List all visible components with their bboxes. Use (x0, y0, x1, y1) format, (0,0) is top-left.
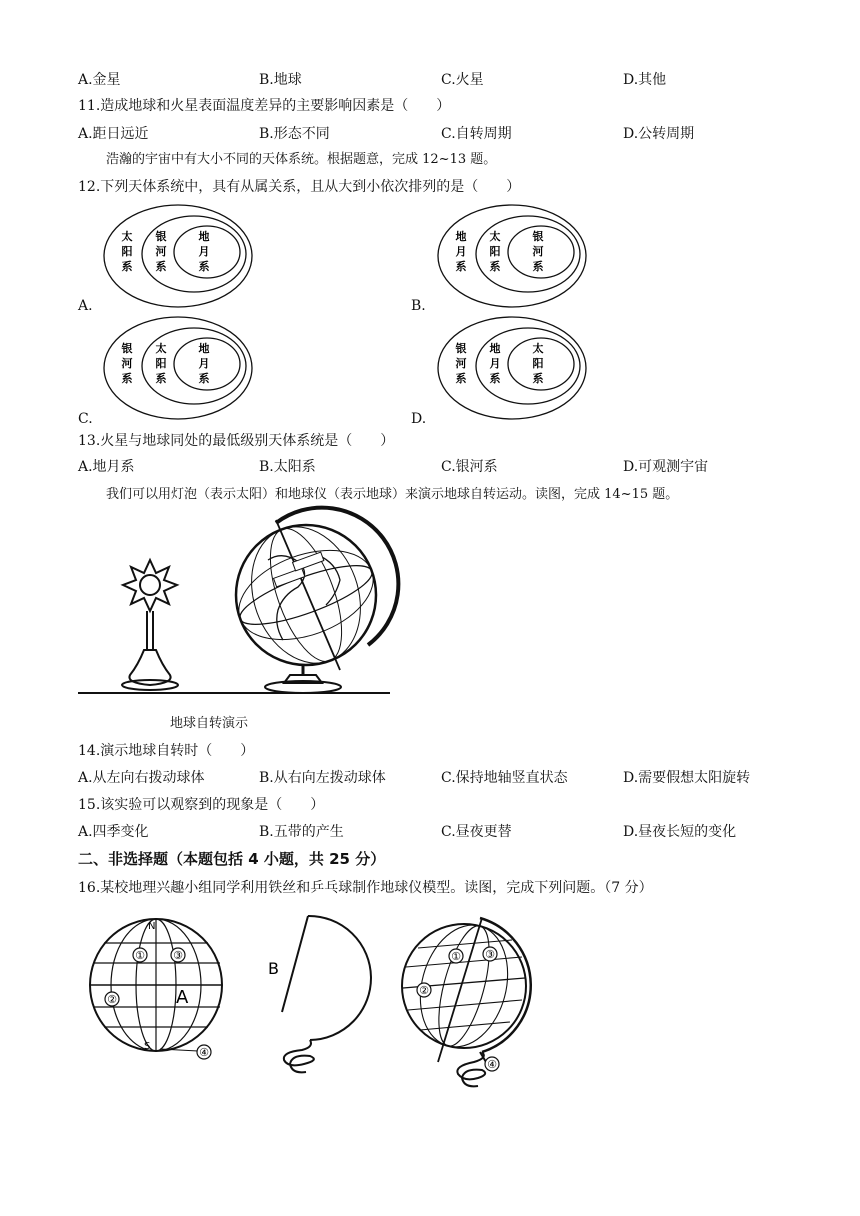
q10-option-d[interactable]: D.其他 (623, 72, 667, 88)
q12-diagram-b (437, 204, 587, 308)
q10-option-a[interactable]: A.金星 (78, 72, 121, 88)
q15-option-d[interactable]: D.昼夜长短的变化 (623, 824, 737, 840)
q10-option-b[interactable]: B.地球 (259, 72, 302, 88)
q16-stem: 16.某校地理兴趣小组同学利用铁丝和乒乓球制作地球仪模型。读图，完成下列问题。（7 分） (78, 880, 653, 896)
q16-wire-figure (262, 912, 362, 1077)
globe-icon (227, 508, 399, 693)
q16-fig3-label-3: ③ (485, 948, 495, 961)
q16-ball-figure (78, 915, 228, 1065)
q12-a-inner-label: 系 (198, 260, 210, 273)
q12-a-inner-label: 月 (198, 245, 210, 258)
q12-a-inner-label: 地 (198, 230, 210, 243)
q12-c-outer-label: 银 (121, 342, 133, 355)
q15-option-a[interactable]: A.四季变化 (78, 824, 149, 840)
q16-fig3-label-1: ① (451, 950, 461, 963)
q11-option-b[interactable]: B.形态不同 (259, 126, 330, 142)
q13-option-a[interactable]: A.地月系 (78, 459, 135, 475)
q12-d-inner-label: 系 (532, 372, 544, 385)
q12-d-middle-label: 系 (489, 372, 501, 385)
q12-c-inner-label: 系 (198, 372, 210, 385)
q12-option-c-letter[interactable]: C. (78, 411, 93, 427)
q15-option-b[interactable]: B.五带的产生 (259, 824, 344, 840)
q16-label-4: ④ (199, 1046, 209, 1059)
q14-option-b[interactable]: B.从右向左拨动球体 (259, 770, 386, 786)
q12-b-outer-label: 月 (455, 245, 467, 258)
rotation-demo-figure (78, 515, 390, 695)
q12-c-inner-label: 地 (198, 342, 210, 355)
q16-label-b: B (268, 959, 279, 978)
q12-option-b-letter[interactable]: B. (411, 298, 426, 314)
q12-b-middle-label: 系 (489, 260, 501, 273)
q12-d-outer-label: 河 (455, 357, 467, 370)
intro-14-15: 我们可以用灯泡（表示太阳）和地球仪（表示地球）来演示地球自转运动。读图，完成 14~15 题。 (106, 487, 679, 502)
q12-a-outer-label: 太 (121, 230, 133, 243)
q15-option-c[interactable]: C.昼夜更替 (441, 824, 512, 840)
q12-stem: 12.下列天体系统中，具有从属关系，且从大到小依次排列的是（ ） (78, 179, 521, 195)
q12-c-outer-label: 系 (121, 372, 133, 385)
q12-b-outer-label: 系 (455, 260, 467, 273)
intro-12-13: 浩瀚的宇宙中有大小不同的天体系统。根据题意，完成 12~13 题。 (106, 152, 497, 167)
q16-label-s: S (144, 1041, 151, 1052)
q14-option-c[interactable]: C.保持地轴竖直状态 (441, 770, 568, 786)
q12-a-outer-label: 系 (121, 260, 133, 273)
lamp-sun-icon (122, 560, 178, 690)
q16-assembled-figure (398, 912, 538, 1092)
q12-d-middle-label: 地 (489, 342, 501, 355)
q16-fig3-label-2: ② (419, 984, 429, 997)
q16-label-2: ② (107, 993, 117, 1006)
q11-option-d[interactable]: D.公转周期 (623, 126, 695, 142)
q12-c-middle-label: 太 (155, 342, 167, 355)
q11-option-c[interactable]: C.自转周期 (441, 126, 512, 142)
q12-b-inner-label: 河 (532, 245, 544, 258)
q16-label-1: ① (135, 949, 145, 962)
q12-a-middle-label: 银 (155, 230, 167, 243)
q11-option-a[interactable]: A.距日远近 (78, 126, 149, 142)
q14-option-a[interactable]: A.从左向右拨动球体 (78, 770, 205, 786)
q12-d-inner-label: 太 (532, 342, 544, 355)
q16-label-a: A (176, 987, 189, 1008)
q12-a-middle-label: 河 (155, 245, 167, 258)
q11-stem: 11.造成地球和火星表面温度差异的主要影响因素是（ ） (78, 98, 451, 114)
q12-b-middle-label: 太 (489, 230, 501, 243)
q14-stem: 14.演示地球自转时（ ） (78, 743, 255, 759)
q14-option-d[interactable]: D.需要假想太阳旋转 (623, 770, 751, 786)
q13-option-c[interactable]: C.银河系 (441, 459, 498, 475)
q12-d-middle-label: 月 (489, 357, 501, 370)
q12-option-a-letter[interactable]: A. (78, 298, 93, 314)
q12-d-outer-label: 系 (455, 372, 467, 385)
q12-diagram-a (103, 204, 253, 308)
q12-c-middle-label: 阳 (155, 357, 167, 370)
q13-stem: 13.火星与地球同处的最低级别天体系统是（ ） (78, 433, 395, 449)
q16-label-3: ③ (173, 949, 183, 962)
q12-b-inner-label: 银 (532, 230, 544, 243)
section-2-heading: 二、非选择题（本题包括 4 小题，共 25 分） (78, 850, 386, 868)
q12-c-inner-label: 月 (198, 357, 210, 370)
q12-b-inner-label: 系 (532, 260, 544, 273)
q12-d-inner-label: 阳 (532, 357, 544, 370)
q12-c-outer-label: 河 (121, 357, 133, 370)
q12-b-outer-label: 地 (455, 230, 467, 243)
q16-label-n: N (148, 921, 156, 932)
q16-fig3-label-4: ④ (487, 1058, 497, 1071)
q10-option-c[interactable]: C.火星 (441, 72, 484, 88)
q13-option-d[interactable]: D.可观测宇宙 (623, 459, 709, 475)
q13-option-b[interactable]: B.太阳系 (259, 459, 316, 475)
q12-a-middle-label: 系 (155, 260, 167, 273)
q12-d-outer-label: 银 (455, 342, 467, 355)
q12-c-middle-label: 系 (155, 372, 167, 385)
q12-diagram-d (437, 316, 587, 420)
q12-diagram-c (103, 316, 253, 420)
q12-b-middle-label: 阳 (489, 245, 501, 258)
q12-option-d-letter[interactable]: D. (411, 411, 427, 427)
q12-a-outer-label: 阳 (121, 245, 133, 258)
q15-stem: 15.该实验可以观察到的现象是（ ） (78, 797, 325, 813)
figure-caption: 地球自转演示 (170, 716, 249, 731)
